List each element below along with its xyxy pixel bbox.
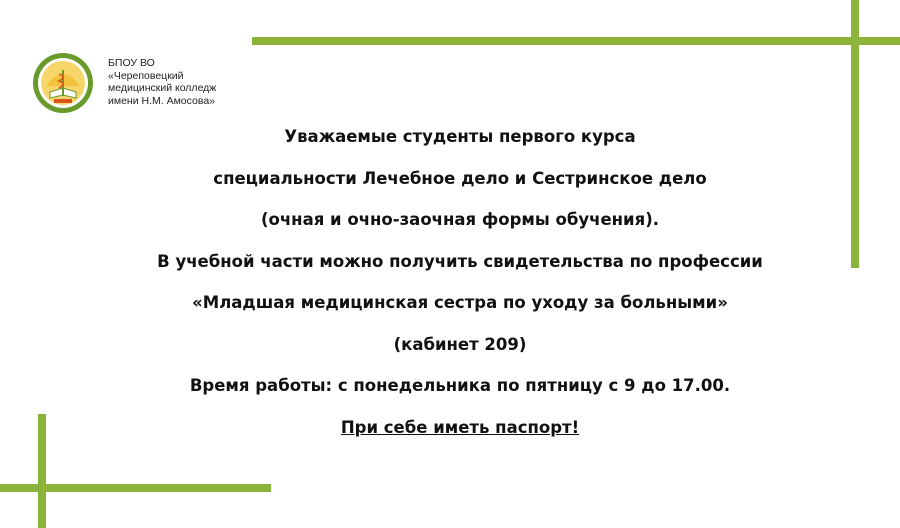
medical-college-emblem-icon [32,52,94,114]
notice-line: «Младшая медицинская сестра по уходу за больными» [192,293,728,312]
notice-line: специальности Лечебное дело и Сестринское дело [213,168,707,188]
passport-reminder: При себе иметь паспорт! [340,417,580,437]
notice-line: (кабинет 209) [393,334,527,354]
notice-line: В учебной части можно получить свидетельства по профессии [157,251,763,271]
org-line: БПОУ ВО [108,57,155,69]
org-line: «Череповецкий [108,69,184,82]
organization-name [108,57,216,107]
notice-line: (очная и очно-заочная формы обучения). [260,210,660,229]
notice-text [60,128,860,460]
org-line: медицинский колледж [108,82,217,94]
org-line: имени Н.М. Амосова» [108,94,215,107]
decor-line-top-horizontal [252,37,900,45]
decor-line-bottom-vertical [38,414,46,528]
notice-line: Уважаемые студенты первого курса [284,127,636,146]
notice-line: Время работы: с понедельника по пятницу с 9 до 17.00. [189,376,731,395]
